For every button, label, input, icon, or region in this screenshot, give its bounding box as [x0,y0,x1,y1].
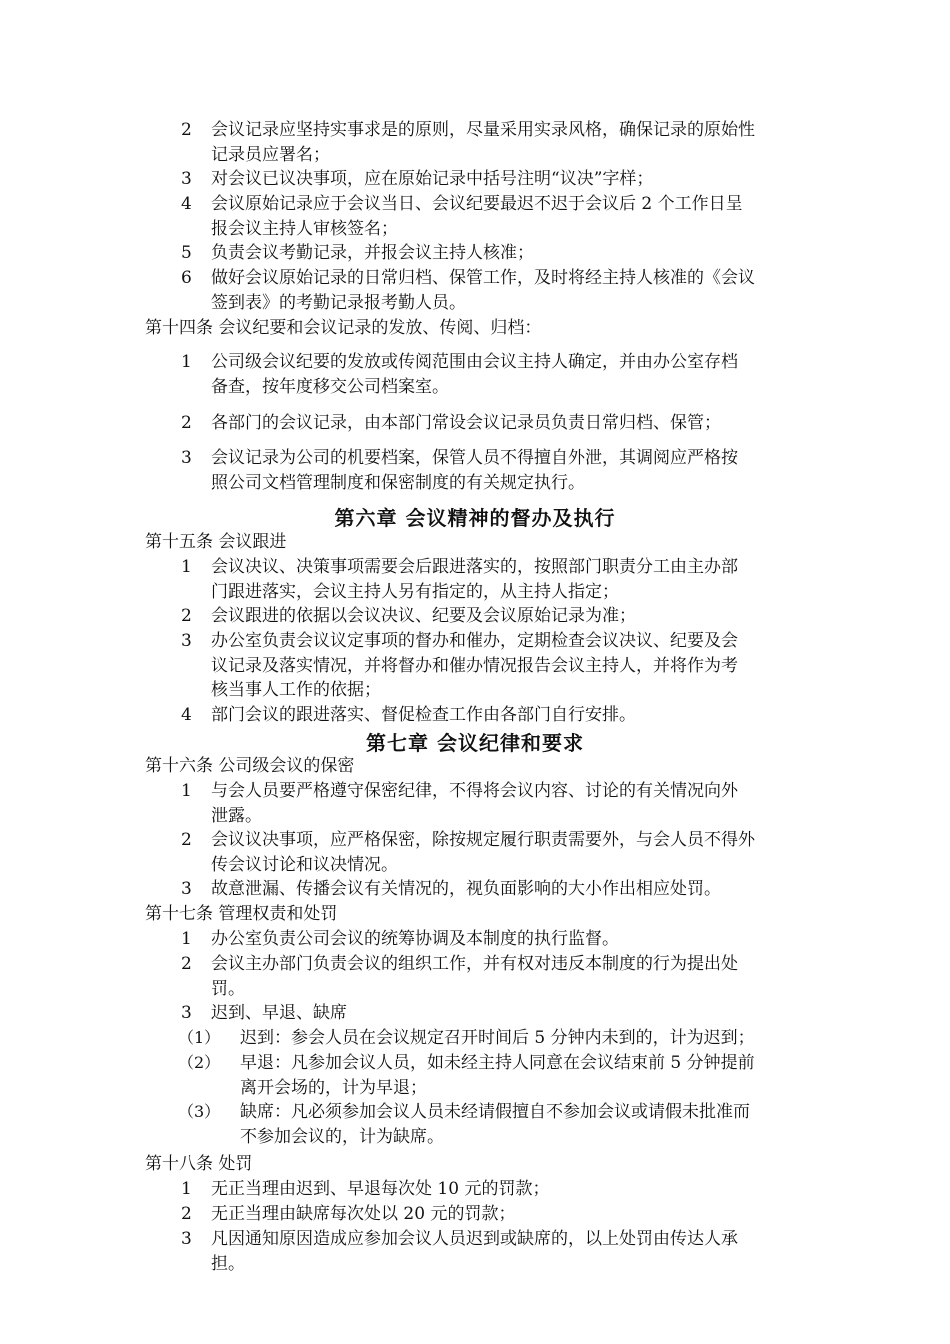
item-text [211,241,811,266]
item-text [211,877,811,902]
item-text [211,118,811,167]
text-line: 迟到：参会人员在会议规定召开时间后 5 分钟内未到的，计为迟到； [240,1028,755,1048]
item-number: 2 [181,954,192,974]
item-text [211,828,811,877]
item-number: 6 [181,268,192,288]
text-line: 议记录及落实情况，并将督办和催办情况报告会议主持人，并将作为考 [211,655,738,676]
text-line: 会议记录为公司的机要档案，保管人员不得擅自外泄，其调阅应严格按 [211,448,738,468]
item-text [211,703,811,728]
item-text [211,1177,811,1202]
chapter-heading: 第六章 会议精神的督办及执行 [334,506,616,530]
text-line: 早退：凡参加会议人员，如未经主持人同意在会议结束前 5 分钟提前 [240,1053,755,1073]
item-number: 1 [181,929,192,949]
item-text [211,1202,811,1227]
item-text [211,167,811,192]
item-text [211,411,811,436]
text-line: 负责会议考勤记录，并报会议主持人核准； [211,243,534,263]
text-line: 凡因通知原因造成应参加会议人员迟到或缺席的，以上处罚由传达人承 [211,1229,738,1249]
item-number: 3 [181,169,192,189]
text-line: 部门会议的跟进落实、督促检查工作由各部门自行安排。 [211,705,636,725]
item-number: 2 [181,120,192,140]
item-text [211,1001,811,1026]
item-number: 4 [181,194,192,214]
sub-item-text [240,1100,812,1149]
item-number: 4 [181,705,192,725]
text-line: 迟到、早退、缺席 [211,1003,347,1023]
text-line: 签到表》的考勤记录报考勤人员。 [211,292,466,313]
item-number: 1 [181,557,192,577]
article-heading: 第十四条 会议纪要和会议记录的发放、传阅、归档： [145,318,542,338]
text-line: 会议跟进的依据以会议决议、纪要及会议原始记录为准； [211,606,636,626]
text-line: 办公室负责会议议定事项的督办和催办，定期检查会议决议、纪要及会 [211,631,738,651]
text-line: 与会人员要严格遵守保密纪律，不得将会议内容、讨论的有关情况向外 [211,781,738,801]
text-line: 备查，按年度移交公司档案室。 [211,376,449,397]
item-number: 2 [181,1204,192,1224]
text-line: 报会议主持人审核签名； [211,218,398,239]
text-line: 各部门的会议记录，由本部门常设会议记录员负责日常归档、保管； [211,413,721,433]
item-number: 3 [181,1229,192,1249]
sub-item-number: （3） [178,1102,221,1121]
item-number: 3 [181,631,192,651]
text-line: 无正当理由缺席每次处以 20 元的罚款； [211,1204,516,1224]
text-line: 泄露。 [211,805,262,826]
text-line: 故意泄漏、传播会议有关情况的，视负面影响的大小作出相应处罚。 [211,879,721,899]
item-number: 1 [181,352,192,372]
item-text [211,927,811,952]
chapter-heading: 第七章 会议纪律和要求 [366,731,584,755]
item-text [211,779,811,828]
item-text [211,192,811,241]
text-line: 担。 [211,1253,245,1274]
text-line: 缺席：凡必须参加会议人员未经请假擅自不参加会议或请假未批准而 [240,1102,750,1122]
item-text [211,1227,811,1276]
item-number: 2 [181,830,192,850]
text-line: 传会议讨论和议决情况。 [211,854,398,875]
item-number: 3 [181,1003,192,1023]
text-line: 罚。 [211,978,245,999]
text-line: 会议议决事项，应严格保密，除按规定履行职责需要外，与会人员不得外 [211,830,755,850]
text-line: 照公司文档管理制度和保密制度的有关规定执行。 [211,472,585,493]
item-number: 3 [181,448,192,468]
sub-item-text [240,1026,812,1051]
sub-item-number: （1） [178,1028,221,1047]
text-line: 办公室负责公司会议的统筹协调及本制度的执行监督。 [211,929,619,949]
text-line: 会议主办部门负责会议的组织工作，并有权对违反本制度的行为提出处 [211,954,738,974]
text-line: 对会议已议决事项，应在原始记录中括号注明“议决”字样； [211,169,654,189]
text-line: 公司级会议纪要的发放或传阅范围由会议主持人确定，并由办公室存档 [211,352,738,372]
item-number: 3 [181,879,192,899]
item-number: 2 [181,413,192,433]
text-line: 离开会场的，计为早退； [240,1077,427,1098]
text-line: 不参加会议的，计为缺席。 [240,1126,444,1147]
item-text [211,629,811,703]
item-number: 1 [181,1179,192,1199]
item-text [211,446,811,495]
article-heading: 第十八条 处罚 [145,1154,253,1174]
sub-item-text [240,1051,812,1100]
text-line: 会议决议、决策事项需要会后跟进落实的，按照部门职责分工由主办部 [211,557,738,577]
text-line: 门跟进落实，会议主持人另有指定的，从主持人指定； [211,581,619,602]
article-heading: 第十五条 会议跟进 [145,532,287,552]
text-line: 无正当理由迟到、早退每次处 10 元的罚款； [211,1179,550,1199]
item-text [211,350,811,399]
item-text [211,604,811,629]
item-number: 2 [181,606,192,626]
text-line: 做好会议原始记录的日常归档、保管工作，及时将经主持人核准的《会议 [211,268,755,288]
sub-item-number: （2） [178,1053,221,1072]
text-line: 记录员应署名； [211,144,330,165]
item-number: 5 [181,243,192,263]
text-line: 会议记录应坚持实事求是的原则，尽量采用实录风格，确保记录的原始性 [211,120,755,140]
text-line: 会议原始记录应于会议当日、会议纪要最迟不迟于会议后 2 个工作日呈 [211,194,743,214]
item-number: 1 [181,781,192,801]
text-line: 核当事人工作的依据； [211,680,381,700]
item-text [211,555,811,604]
article-heading: 第十七条 管理权责和处罚 [145,904,338,924]
article-heading: 第十六条 公司级会议的保密 [145,756,355,776]
item-text [211,266,811,315]
item-text [211,952,811,1001]
